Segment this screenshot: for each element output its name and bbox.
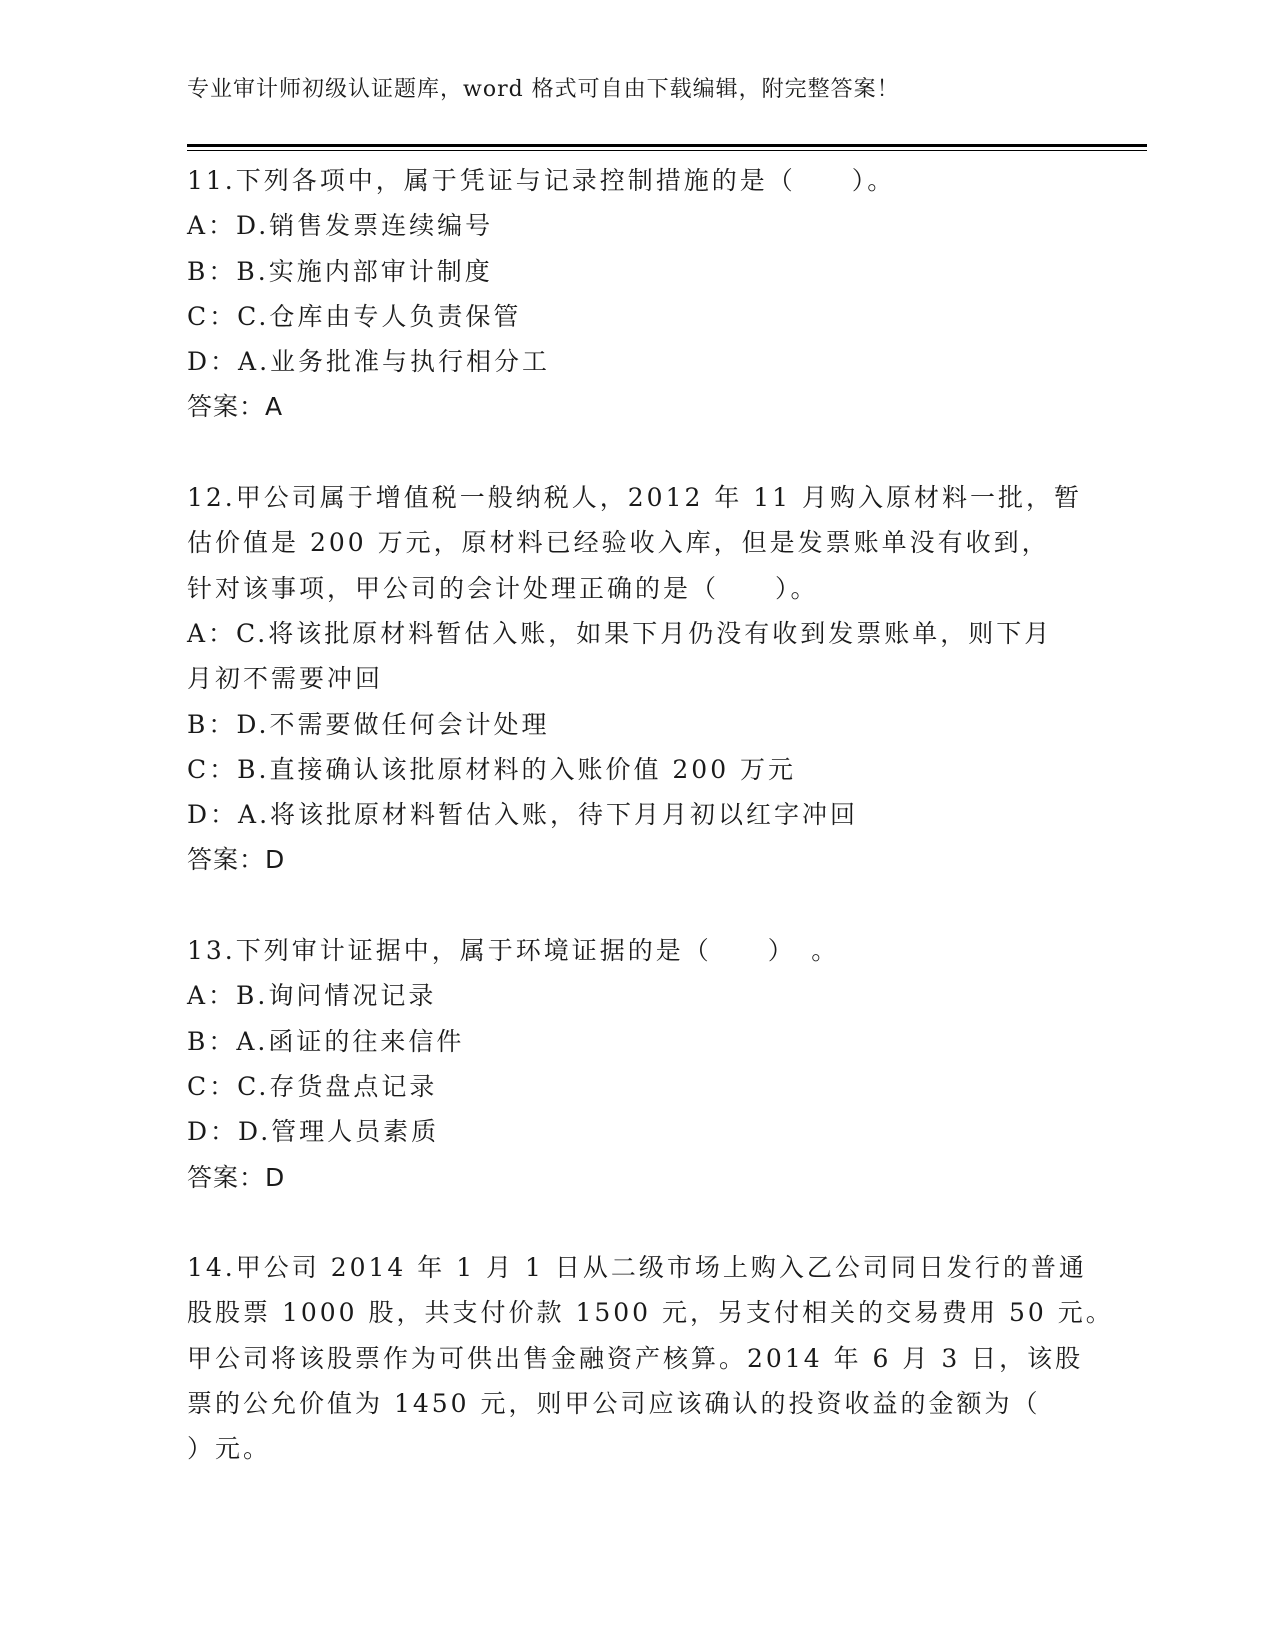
- question-stem: ）元。: [187, 1434, 272, 1464]
- option-b: B：B.实施内部审计制度: [187, 256, 493, 286]
- option-b: B：D.不需要做任何会计处理: [187, 709, 550, 739]
- option-c: C：C.仓库由专人负责保管: [187, 301, 522, 331]
- option-d: D：D.管理人员素质: [187, 1117, 440, 1147]
- question-12: [187, 475, 1087, 883]
- answer: 答案：D: [187, 1162, 286, 1192]
- question-stem: 票的公允价值为 1450 元，则甲公司应该确认的投资收益的金额为（: [187, 1389, 1041, 1419]
- question-13: [187, 928, 1087, 1200]
- question-stem: 11.下列各项中，属于凭证与记录控制措施的是（ ）。: [187, 166, 896, 195]
- document-header: 专业审计师初级认证题库，word 格式可自由下载编辑，附完整答案！: [187, 77, 900, 102]
- option-c: C：B.直接确认该批原材料的入账价值 200 万元: [187, 754, 797, 784]
- question-stem: 12.甲公司属于增值税一般纳税人，2012 年 11 月购入原材料一批，暂: [187, 483, 1083, 513]
- option-d: D：A.将该批原材料暂估入账，待下月月初以红字冲回: [187, 800, 859, 830]
- option-a: A：B.询问情况记录: [187, 981, 437, 1011]
- question-stem: 13.下列审计证据中，属于环境证据的是（ ） 。: [187, 936, 840, 966]
- option-c: C：C.存货盘点记录: [187, 1071, 438, 1101]
- spacer: [187, 1200, 1087, 1245]
- answer: 答案：A: [187, 392, 284, 422]
- question-14: [187, 1245, 1114, 1471]
- spacer: [187, 883, 1087, 928]
- question-stem: 股股票 1000 股，共支付价款 1500 元，另支付相关的交易费用 50 元。: [187, 1298, 1114, 1328]
- question-stem: 针对该事项，甲公司的会计处理正确的是（ ）。: [187, 573, 819, 603]
- option-a: A：D.销售发票连续编号: [187, 211, 494, 241]
- option-a: A：C.将该批原材料暂估入账，如果下月仍没有收到发票账单，则下月: [187, 618, 1053, 648]
- question-11: [187, 158, 1087, 430]
- answer: 答案：D: [187, 845, 286, 875]
- question-stem: 甲公司将该股票作为可供出售金融资产核算。2014 年 6 月 3 日，该股: [187, 1343, 1084, 1373]
- spacer: [187, 430, 1087, 475]
- option-d: D：A.业务批准与执行相分工: [187, 347, 551, 377]
- question-stem: 14.甲公司 2014 年 1 月 1 日从二级市场上购入乙公司同日发行的普通: [187, 1253, 1087, 1283]
- header-rule-thick: [187, 144, 1147, 147]
- question-list: [187, 158, 1114, 1472]
- option-a-continued: 月初不需要冲回: [187, 664, 384, 694]
- header-rule-thin: [187, 150, 1147, 151]
- question-stem: 估价值是 200 万元，原材料已经验收入库，但是发票账单没有收到，: [187, 528, 1050, 558]
- option-b: B：A.函证的往来信件: [187, 1026, 465, 1056]
